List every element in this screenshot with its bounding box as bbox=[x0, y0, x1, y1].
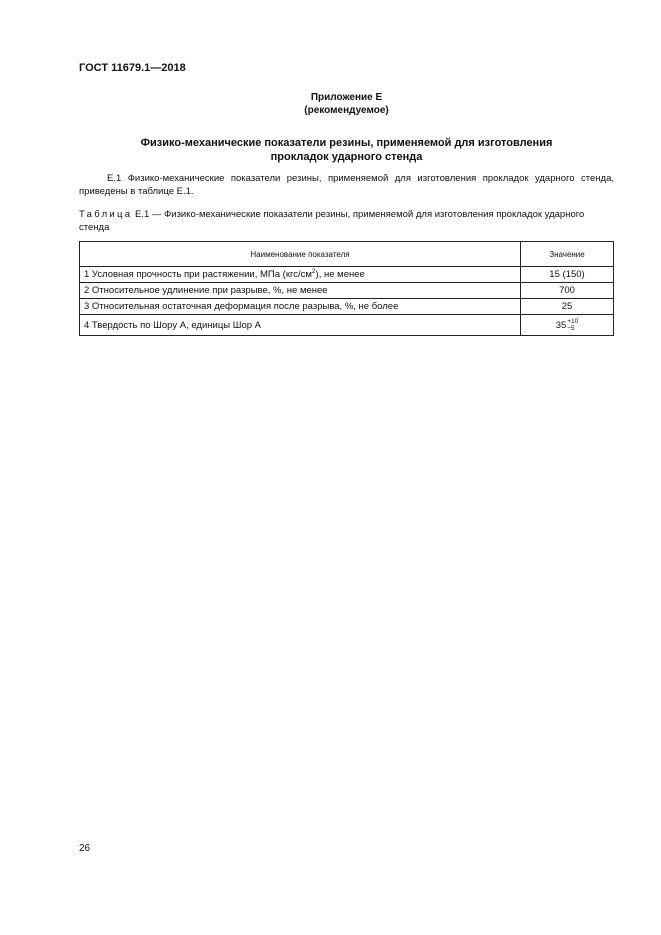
row-1-value: 15 (150) bbox=[521, 267, 614, 283]
tolerance-upper: +10 bbox=[567, 318, 579, 325]
header-value: Значение bbox=[521, 242, 614, 267]
row-2-name: 2 Относительное удлинение при разрыве, %, не менее bbox=[80, 283, 521, 299]
table-caption-text: Е.1 — Физико-механические показатели резины, применяемой для изготовления прокладок ударного стенда bbox=[79, 209, 585, 233]
row-3-value: 25 bbox=[521, 299, 614, 315]
table-caption-word: Таблица bbox=[79, 209, 133, 220]
table-row bbox=[80, 315, 614, 336]
title-line-2: прокладок ударного стенда bbox=[270, 151, 423, 163]
row-4-tolerance bbox=[567, 318, 578, 332]
table-row bbox=[80, 267, 614, 283]
table-row bbox=[80, 299, 614, 315]
document-header: ГОСТ 11679.1—2018 bbox=[79, 62, 186, 74]
header-name: Наименование показателя bbox=[80, 242, 521, 267]
page-number: 26 bbox=[79, 843, 91, 854]
row-2-value: 700 bbox=[521, 283, 614, 299]
row-1-name: 1 Условная прочность при растяжении, МПа $(кгс/см^2)$, не менее bbox=[80, 267, 521, 283]
appendix-label: Приложение Е bbox=[310, 92, 383, 103]
row-4-value-number: 35 bbox=[555, 319, 567, 331]
properties-table bbox=[79, 241, 614, 336]
table-caption bbox=[79, 209, 614, 234]
appendix-title bbox=[79, 136, 614, 164]
row-3-name: 3 Относительная остаточная деформация после разрыва, %, не более bbox=[80, 299, 521, 315]
table-row bbox=[80, 283, 614, 299]
title-line-1: Физико-механические показатели резины, применяемой для изготовления bbox=[140, 137, 553, 149]
table-header-row bbox=[80, 242, 614, 267]
body-paragraph: Е.1 Физико-механические показатели резины, применяемой для изготовления прокладок ударного стенда, приведены в таблице Е.1. bbox=[79, 173, 614, 197]
appendix-heading bbox=[79, 91, 614, 117]
row-4-value bbox=[521, 315, 614, 336]
tolerance-lower: −5 bbox=[567, 325, 575, 332]
row-4-name: 4 Твердость по Шору А, единицы Шор А bbox=[80, 315, 521, 336]
appendix-type: (рекомендуемое) bbox=[304, 105, 389, 116]
